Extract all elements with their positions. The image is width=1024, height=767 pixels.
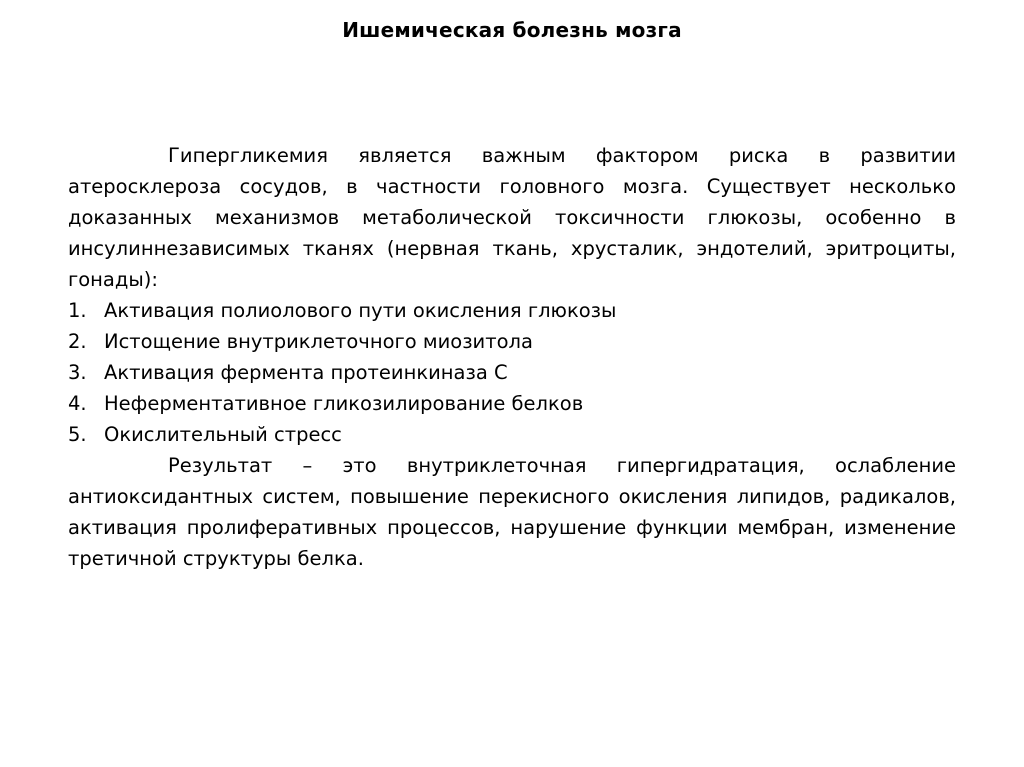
mechanisms-list: [68, 295, 956, 450]
list-item-number: 3.: [68, 361, 87, 384]
page-title: Ишемическая болезнь мозга: [342, 18, 682, 42]
list-item: [68, 357, 956, 388]
list-item: [68, 295, 956, 326]
list-item: [68, 419, 956, 450]
list-item-label: Истощение внутриклеточного миозитола: [104, 330, 533, 353]
list-item-label: Активация полиолового пути окисления глюкозы: [104, 299, 617, 322]
list-item-number: 1.: [68, 299, 87, 322]
paragraph-result: Результат – это внутриклеточная гипергидратация, ослабление антиоксидантных систем, повышение перекисного окисления липидов, радикалов, активация пролиферативных процессов, нарушение функции мембран, изменение третичной структуры белка.: [68, 454, 956, 570]
list-item: [68, 326, 956, 357]
list-item-number: 2.: [68, 330, 87, 353]
list-item-label: Активация фермента протеинкиназа С: [104, 361, 508, 384]
list-item-number: 5.: [68, 423, 87, 446]
slide-body: [68, 140, 956, 574]
list-item: [68, 388, 956, 419]
list-item-label: Окислительный стресс: [104, 423, 342, 446]
list-item-label: Неферментативное гликозилирование белков: [104, 392, 584, 415]
paragraph-intro: Гипергликемия является важным фактором риска в развитии атеросклероза сосудов, в частности головного мозга. Существует несколько доказанных механизмов метаболической токсичности глюкозы, особенно в инсулиннезависимых тканях (нервная ткань, хрусталик, эндотелий, эритроциты, гонады):: [68, 144, 956, 291]
list-item-number: 4.: [68, 392, 87, 415]
